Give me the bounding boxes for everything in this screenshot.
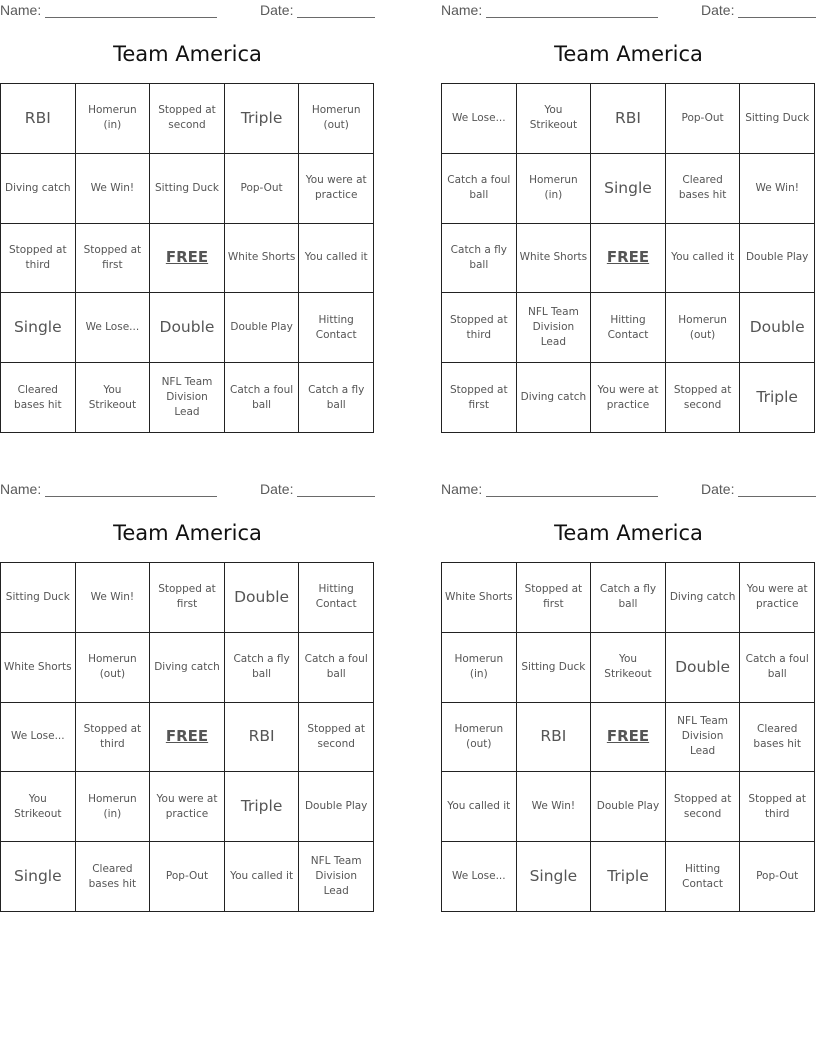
bingo-cell: Catch a fly ball <box>225 633 300 703</box>
card-title: Team America <box>113 521 262 545</box>
card-header-fields <box>0 481 375 499</box>
bingo-cell: Double <box>740 293 815 363</box>
card-title: Team America <box>113 42 262 66</box>
bingo-cell: You Strikeout <box>76 363 151 433</box>
bingo-cell: Stopped at second <box>666 363 741 433</box>
bingo-cell: We Lose... <box>1 703 76 773</box>
bingo-cell: Sitting Duck <box>150 154 225 224</box>
bingo-cell: Sitting Duck <box>740 84 815 154</box>
date-label: Date: <box>701 481 735 497</box>
bingo-grid <box>441 83 815 433</box>
bingo-cell: Diving catch <box>150 633 225 703</box>
bingo-cell: NFL Team Division Lead <box>666 703 741 773</box>
bingo-grid <box>0 83 374 433</box>
bingo-cell: RBI <box>225 703 300 773</box>
bingo-cell: NFL Team Division Lead <box>150 363 225 433</box>
bingo-cell: RBI <box>591 84 666 154</box>
bingo-cell: Homerun (in) <box>76 772 151 842</box>
bingo-grid <box>441 562 815 912</box>
bingo-cell: Double Play <box>740 224 815 294</box>
date-blank-line <box>297 496 375 497</box>
bingo-cell: We Lose... <box>442 842 517 912</box>
bingo-cell: Homerun (out) <box>666 293 741 363</box>
bingo-cell: White Shorts <box>225 224 300 294</box>
bingo-cell: Stopped at second <box>666 772 741 842</box>
bingo-cell: RBI <box>1 84 76 154</box>
bingo-cell: Hitting Contact <box>591 293 666 363</box>
bingo-cell: Hitting Contact <box>299 293 374 363</box>
bingo-cell: We Win! <box>76 154 151 224</box>
card-header-fields <box>441 2 816 20</box>
bingo-cell: We Win! <box>76 563 151 633</box>
bingo-cell: NFL Team Division Lead <box>299 842 374 912</box>
name-label: Name: <box>0 2 42 18</box>
bingo-cell: Double Play <box>225 293 300 363</box>
bingo-cell: Double Play <box>299 772 374 842</box>
bingo-card-4 <box>441 479 816 911</box>
bingo-cell: We Lose... <box>442 84 517 154</box>
bingo-cell: Cleared bases hit <box>76 842 151 912</box>
bingo-cell: Catch a foul ball <box>299 633 374 703</box>
bingo-cell: Stopped at second <box>299 703 374 773</box>
bingo-cell: Catch a fly ball <box>442 224 517 294</box>
bingo-cell: Catch a fly ball <box>591 563 666 633</box>
date-label: Date: <box>260 2 294 18</box>
bingo-cell: Triple <box>591 842 666 912</box>
bingo-cell: Homerun (out) <box>299 84 374 154</box>
bingo-cell: Stopped at third <box>740 772 815 842</box>
bingo-cell: Double Play <box>591 772 666 842</box>
name-label: Name: <box>441 2 483 18</box>
date-label: Date: <box>260 481 294 497</box>
bingo-grid <box>0 562 374 912</box>
bingo-card-2 <box>441 0 816 432</box>
bingo-cell: You Strikeout <box>591 633 666 703</box>
bingo-cell: Homerun (in) <box>517 154 592 224</box>
bingo-cell: You Strikeout <box>1 772 76 842</box>
bingo-cell: Stopped at third <box>76 703 151 773</box>
name-blank-line <box>486 496 658 497</box>
name-blank-line <box>45 496 217 497</box>
card-header-fields <box>0 2 375 20</box>
bingo-cell: Cleared bases hit <box>1 363 76 433</box>
bingo-cell: Stopped at second <box>150 84 225 154</box>
name-label: Name: <box>441 481 483 497</box>
bingo-card-3 <box>0 479 375 911</box>
bingo-cell: Sitting Duck <box>1 563 76 633</box>
bingo-cell: Hitting Contact <box>299 563 374 633</box>
bingo-cell: Stopped at third <box>442 293 517 363</box>
bingo-cell: Single <box>1 842 76 912</box>
bingo-cell: NFL Team Division Lead <box>517 293 592 363</box>
bingo-cell: You called it <box>666 224 741 294</box>
bingo-cell: Single <box>591 154 666 224</box>
bingo-cell: Stopped at first <box>442 363 517 433</box>
name-blank-line <box>45 17 217 18</box>
free-space-cell: FREE <box>591 703 666 773</box>
free-space-cell: FREE <box>591 224 666 294</box>
free-space-cell: FREE <box>150 224 225 294</box>
bingo-cell: Double <box>150 293 225 363</box>
bingo-cell: Stopped at third <box>1 224 76 294</box>
bingo-cell: You were at practice <box>591 363 666 433</box>
bingo-cell: Cleared bases hit <box>666 154 741 224</box>
bingo-cell: Pop-Out <box>666 84 741 154</box>
bingo-cell: Diving catch <box>666 563 741 633</box>
bingo-cell: Sitting Duck <box>517 633 592 703</box>
bingo-cell: Stopped at first <box>76 224 151 294</box>
name-label: Name: <box>0 481 42 497</box>
bingo-cell: Catch a foul ball <box>442 154 517 224</box>
bingo-cell: Diving catch <box>1 154 76 224</box>
bingo-cell: White Shorts <box>517 224 592 294</box>
bingo-cell: Pop-Out <box>225 154 300 224</box>
bingo-cell: Triple <box>740 363 815 433</box>
bingo-cell: We Win! <box>740 154 815 224</box>
bingo-cell: You called it <box>442 772 517 842</box>
card-title: Team America <box>554 42 703 66</box>
date-blank-line <box>738 496 816 497</box>
bingo-cell: Pop-Out <box>150 842 225 912</box>
bingo-cell: Stopped at first <box>150 563 225 633</box>
bingo-cell: Homerun (in) <box>442 633 517 703</box>
bingo-cell: Catch a foul ball <box>225 363 300 433</box>
bingo-cell: We Win! <box>517 772 592 842</box>
bingo-cell: RBI <box>517 703 592 773</box>
date-blank-line <box>738 17 816 18</box>
bingo-cell: Cleared bases hit <box>740 703 815 773</box>
bingo-cell: Homerun (in) <box>76 84 151 154</box>
bingo-cell: You Strikeout <box>517 84 592 154</box>
bingo-card-1 <box>0 0 375 432</box>
bingo-cell: Catch a foul ball <box>740 633 815 703</box>
bingo-cell: You were at practice <box>740 563 815 633</box>
bingo-cell: Homerun (out) <box>76 633 151 703</box>
name-blank-line <box>486 17 658 18</box>
date-blank-line <box>297 17 375 18</box>
bingo-cell: Homerun (out) <box>442 703 517 773</box>
bingo-cell: White Shorts <box>442 563 517 633</box>
bingo-cell: White Shorts <box>1 633 76 703</box>
bingo-cell: Triple <box>225 84 300 154</box>
bingo-cell: Single <box>517 842 592 912</box>
bingo-cell: You were at practice <box>150 772 225 842</box>
bingo-cell: Double <box>225 563 300 633</box>
bingo-cell: You called it <box>225 842 300 912</box>
bingo-cell: Hitting Contact <box>666 842 741 912</box>
bingo-cell: Double <box>666 633 741 703</box>
bingo-cell: We Lose... <box>76 293 151 363</box>
free-space-cell: FREE <box>150 703 225 773</box>
bingo-cell: You called it <box>299 224 374 294</box>
card-title: Team America <box>554 521 703 545</box>
bingo-cell: Pop-Out <box>740 842 815 912</box>
bingo-cell: Diving catch <box>517 363 592 433</box>
bingo-cell: Triple <box>225 772 300 842</box>
bingo-cell: Stopped at first <box>517 563 592 633</box>
bingo-cell: You were at practice <box>299 154 374 224</box>
date-label: Date: <box>701 2 735 18</box>
bingo-cell: Single <box>1 293 76 363</box>
bingo-cell: Catch a fly ball <box>299 363 374 433</box>
card-header-fields <box>441 481 816 499</box>
